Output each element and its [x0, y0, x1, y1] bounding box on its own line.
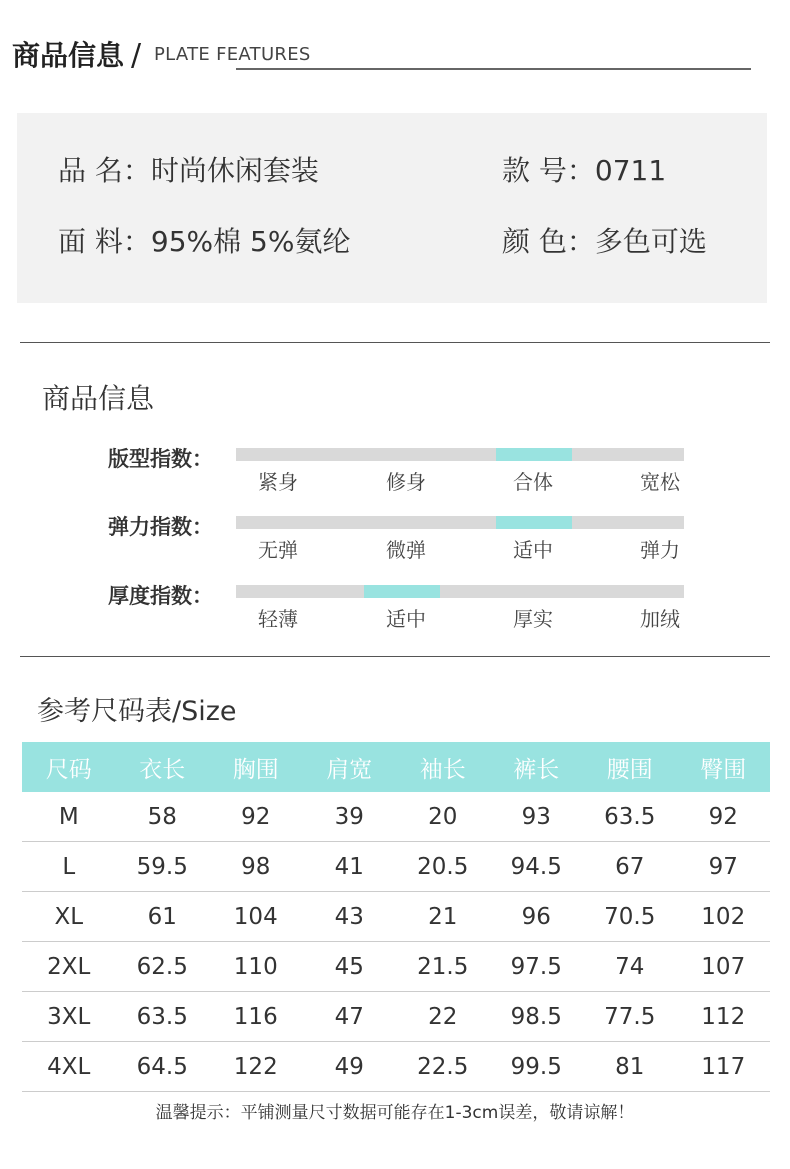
table-cell: 122	[209, 1042, 303, 1092]
table-cell: 41	[303, 842, 397, 892]
table-cell: 81	[583, 1042, 677, 1092]
table-cell: 62.5	[116, 942, 210, 992]
size-section-title: 参考尺码表/Size	[37, 696, 237, 727]
table-cell: 74	[583, 942, 677, 992]
index-label: 版型指数：	[108, 447, 213, 471]
index-track	[236, 448, 684, 461]
measurement-note: 温馨提示：平铺测量尺寸数据可能存在1-3cm误差，敬请谅解！	[155, 1103, 635, 1123]
page-subtitle: PLATE FEATURES	[154, 44, 311, 65]
table-cell: 97.5	[490, 942, 584, 992]
divider-top	[20, 342, 770, 343]
table-cell: 21	[396, 892, 490, 942]
index-option: 紧身	[258, 470, 298, 494]
table-cell: 104	[209, 892, 303, 942]
table-row	[22, 892, 770, 942]
column-header: 胸围	[209, 742, 303, 792]
index-option: 宽松	[640, 470, 680, 494]
product-fabric: 面 料：95%棉 5%氨纶	[58, 225, 351, 258]
index-option: 无弹	[258, 538, 298, 562]
table-cell: 107	[677, 942, 771, 992]
table-cell: 22	[396, 992, 490, 1042]
table-cell: 39	[303, 792, 397, 842]
table-row	[22, 792, 770, 842]
index-option: 微弹	[386, 538, 426, 562]
table-cell: 3XL	[22, 992, 116, 1042]
table-cell: 63.5	[583, 792, 677, 842]
column-header: 肩宽	[303, 742, 397, 792]
index-label: 弹力指数：	[108, 515, 213, 539]
size-table-header	[22, 742, 770, 792]
table-row	[22, 1042, 770, 1092]
index-selected-segment	[496, 516, 572, 529]
index-option: 修身	[386, 470, 426, 494]
column-header: 尺码	[22, 742, 116, 792]
index-option: 弹力	[640, 538, 680, 562]
size-table-body	[22, 792, 770, 1092]
table-cell: 98.5	[490, 992, 584, 1042]
column-header: 袖长	[396, 742, 490, 792]
header-underline	[236, 68, 751, 70]
table-cell: 2XL	[22, 942, 116, 992]
index-selected-segment	[364, 585, 440, 598]
index-option: 适中	[513, 538, 553, 562]
table-cell: 58	[116, 792, 210, 842]
column-header: 臀围	[677, 742, 771, 792]
table-cell: 117	[677, 1042, 771, 1092]
table-cell: 61	[116, 892, 210, 942]
table-cell: 20	[396, 792, 490, 842]
table-cell: 93	[490, 792, 584, 842]
table-cell: 96	[490, 892, 584, 942]
column-header: 裤长	[490, 742, 584, 792]
table-row	[22, 992, 770, 1042]
table-cell: 64.5	[116, 1042, 210, 1092]
page-title: 商品信息	[12, 39, 125, 72]
index-option: 加绒	[640, 607, 680, 631]
index-track	[236, 516, 684, 529]
table-cell: 92	[209, 792, 303, 842]
index-selected-segment	[496, 448, 572, 461]
index-option: 合体	[513, 470, 553, 494]
divider-bottom	[20, 656, 770, 657]
column-header: 衣长	[116, 742, 210, 792]
product-color: 颜 色：多色可选	[502, 225, 707, 258]
table-cell: XL	[22, 892, 116, 942]
table-cell: 59.5	[116, 842, 210, 892]
table-row	[22, 842, 770, 892]
table-cell: M	[22, 792, 116, 842]
table-cell: 98	[209, 842, 303, 892]
table-cell: 116	[209, 992, 303, 1042]
table-row	[22, 942, 770, 992]
column-header: 腰围	[583, 742, 677, 792]
product-model: 款 号：0711	[502, 154, 667, 187]
table-cell: 22.5	[396, 1042, 490, 1092]
index-label: 厚度指数：	[108, 584, 213, 608]
table-cell: 20.5	[396, 842, 490, 892]
table-cell: 4XL	[22, 1042, 116, 1092]
index-option: 轻薄	[258, 607, 298, 631]
title-slash: /	[131, 38, 142, 73]
table-cell: 77.5	[583, 992, 677, 1042]
product-name: 品 名：时尚休闲套装	[58, 154, 319, 187]
index-option: 适中	[386, 607, 426, 631]
table-cell: 94.5	[490, 842, 584, 892]
table-cell: 70.5	[583, 892, 677, 942]
table-cell: 63.5	[116, 992, 210, 1042]
table-cell: 67	[583, 842, 677, 892]
table-cell: 92	[677, 792, 771, 842]
table-cell: 47	[303, 992, 397, 1042]
table-cell: 112	[677, 992, 771, 1042]
table-cell: 45	[303, 942, 397, 992]
table-cell: 21.5	[396, 942, 490, 992]
size-table	[22, 742, 770, 1092]
table-cell: 43	[303, 892, 397, 942]
index-option: 厚实	[513, 607, 553, 631]
table-cell: 97	[677, 842, 771, 892]
table-cell: 99.5	[490, 1042, 584, 1092]
table-cell: 102	[677, 892, 771, 942]
index-track	[236, 585, 684, 598]
info-panel	[17, 113, 767, 303]
table-cell: 110	[209, 942, 303, 992]
table-cell: 49	[303, 1042, 397, 1092]
product-section-title: 商品信息	[42, 382, 155, 415]
table-cell: L	[22, 842, 116, 892]
